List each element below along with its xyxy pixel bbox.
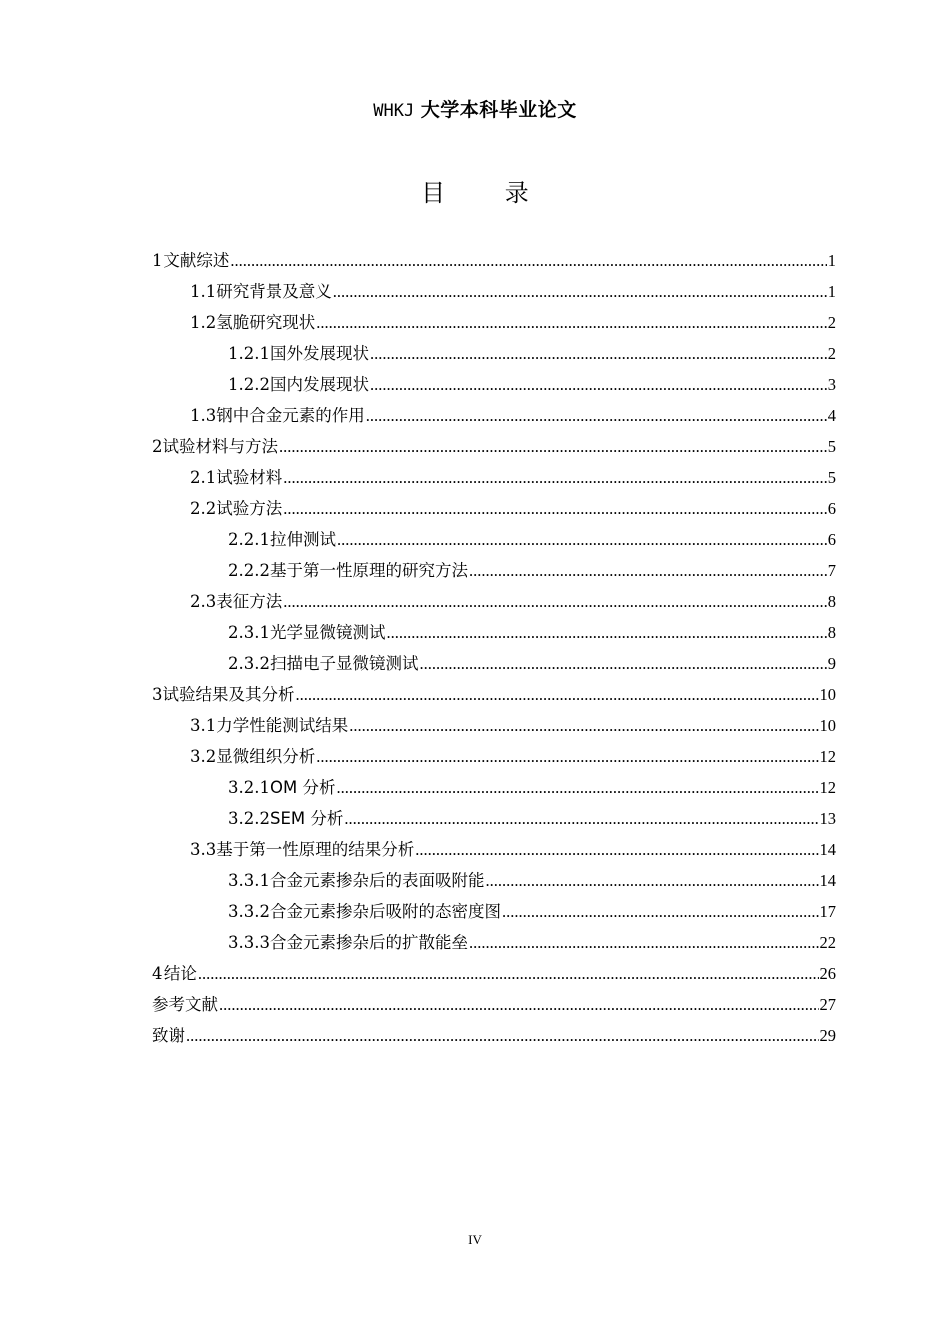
toc-leader-dots: [316, 307, 827, 338]
toc-entry[interactable]: [152, 555, 836, 586]
toc-entry-page: 5: [827, 468, 836, 487]
toc-entry-number: 2.3.2: [228, 654, 270, 673]
toc-entry-page: 29: [819, 1026, 836, 1045]
toc-entry[interactable]: [152, 741, 836, 772]
toc-entry-title: 试验方法: [216, 499, 283, 518]
toc-entry-page: 12: [819, 778, 836, 797]
toc-entry-number: 1.2.2: [228, 375, 270, 394]
toc-entry-page: 14: [819, 840, 836, 859]
toc-entry[interactable]: [152, 989, 836, 1020]
toc-entry-title: 扫描电子显微镜测试: [269, 654, 419, 673]
toc-entry[interactable]: [152, 431, 836, 462]
toc-leader-dots: [419, 648, 826, 679]
toc-entry-page: 10: [819, 685, 836, 704]
table-of-contents: [152, 245, 836, 1051]
header-cjk: 大学本科毕业论文: [420, 99, 577, 121]
toc-entry-title: 光学显微镜测试: [269, 623, 386, 642]
toc-entry-title: 国外发展现状: [269, 344, 369, 363]
toc-entry-title: 氢脆研究现状: [216, 313, 316, 332]
toc-entry-number: 1: [152, 251, 163, 270]
toc-entry-page: 8: [827, 623, 836, 642]
toc-leader-dots: [198, 958, 819, 989]
toc-entry-page: 6: [827, 530, 836, 549]
toc-entry-title: 合金元素掺杂后的扩散能垒: [269, 933, 468, 952]
toc-entry-number: 3.2: [190, 747, 217, 766]
toc-entry-title: 拉伸测试: [269, 530, 336, 549]
toc-leader-dots: [283, 586, 827, 617]
toc-entry[interactable]: [152, 400, 836, 431]
toc-entry-page: 27: [819, 995, 836, 1014]
toc-entry-title: 试验结果及其分析: [162, 685, 295, 704]
toc-entry-number: 3.2.1: [228, 778, 270, 797]
toc-entry[interactable]: [152, 896, 836, 927]
toc-entry[interactable]: [152, 834, 836, 865]
toc-entry-title: 结论: [163, 964, 197, 983]
toc-entry-number: 1.1: [190, 282, 217, 301]
toc-entry-number: 2.3: [190, 592, 217, 611]
toc-entry[interactable]: [152, 648, 836, 679]
toc-entry-number: 3.3.3: [228, 933, 270, 952]
toc-leader-dots: [337, 524, 827, 555]
toc-leader-dots: [230, 245, 826, 276]
toc-entry-title: 参考文献: [152, 995, 218, 1014]
toc-entry[interactable]: [152, 586, 836, 617]
toc-entry-page: 10: [819, 716, 836, 735]
toc-leader-dots: [485, 865, 818, 896]
toc-entry-title: 合金元素掺杂后吸附的态密度图: [269, 902, 501, 921]
toc-entry-number: 2.3.1: [228, 623, 270, 642]
toc-leader-dots: [296, 679, 819, 710]
page-number: IV: [468, 1232, 482, 1247]
toc-entry[interactable]: [152, 617, 836, 648]
toc-entry-page: 4: [827, 406, 836, 425]
toc-entry-number: 1.2: [190, 313, 217, 332]
toc-entry-page: 14: [819, 871, 836, 890]
toc-entry-page: 2: [827, 313, 836, 332]
toc-entry-number: 2.2.1: [228, 530, 270, 549]
toc-entry[interactable]: [152, 245, 836, 276]
toc-entry-page: 8: [827, 592, 836, 611]
toc-entry-title: 表征方法: [216, 592, 283, 611]
toc-entry-page: 2: [827, 344, 836, 363]
toc-leader-dots: [502, 896, 819, 927]
toc-entry[interactable]: [152, 369, 836, 400]
toc-entry-page: 1: [827, 251, 836, 270]
toc-leader-dots: [366, 400, 827, 431]
toc-entry-number: 2.2: [190, 499, 217, 518]
toc-title: 目 录: [421, 179, 555, 207]
toc-leader-dots: [336, 772, 818, 803]
toc-entry-title: 基于第一性原理的结果分析: [216, 840, 415, 859]
toc-entry-number: 4: [152, 964, 163, 983]
toc-entry-title: 合金元素掺杂后的表面吸附能: [269, 871, 485, 890]
toc-entry[interactable]: [152, 958, 836, 989]
toc-leader-dots: [469, 927, 819, 958]
toc-entry[interactable]: [152, 710, 836, 741]
toc-leader-dots: [219, 989, 819, 1020]
running-header: [0, 95, 950, 122]
toc-entry-page: 3: [827, 375, 836, 394]
toc-leader-dots: [469, 555, 827, 586]
toc-entry[interactable]: [152, 927, 836, 958]
toc-entry-title: SEM 分析: [269, 809, 344, 828]
toc-entry-title: 基于第一性原理的研究方法: [269, 561, 468, 580]
toc-entry-title: OM 分析: [269, 778, 336, 797]
toc-entry[interactable]: [152, 524, 836, 555]
toc-entry[interactable]: [152, 865, 836, 896]
toc-entry-title: 致谢: [152, 1026, 185, 1045]
toc-entry-title: 国内发展现状: [269, 375, 369, 394]
toc-entry-page: 17: [819, 902, 836, 921]
toc-entry-page: 1: [827, 282, 836, 301]
toc-leader-dots: [316, 741, 818, 772]
toc-entry-page: 6: [827, 499, 836, 518]
toc-entry[interactable]: [152, 1020, 836, 1051]
toc-leader-dots: [279, 431, 827, 462]
toc-entry[interactable]: [152, 276, 836, 307]
toc-leader-dots: [344, 803, 818, 834]
toc-entry-number: 1.2.1: [228, 344, 270, 363]
toc-entry-page: 5: [827, 437, 836, 456]
toc-entry-number: 3.3: [190, 840, 217, 859]
toc-leader-dots: [415, 834, 818, 865]
toc-entry[interactable]: [152, 493, 836, 524]
toc-entry-number: 3: [152, 685, 163, 704]
toc-entry-number: 1.3: [190, 406, 217, 425]
toc-leader-dots: [333, 276, 827, 307]
toc-entry-title: 力学性能测试结果: [216, 716, 349, 735]
toc-leader-dots: [370, 338, 827, 369]
toc-entry-page: 26: [819, 964, 836, 983]
toc-entry-title: 试验材料: [216, 468, 283, 487]
toc-leader-dots: [186, 1020, 819, 1051]
toc-entry-number: 3.1: [190, 716, 217, 735]
toc-entry[interactable]: [152, 338, 836, 369]
toc-leader-dots: [386, 617, 826, 648]
toc-entry-page: 12: [819, 747, 836, 766]
toc-entry-title: 研究背景及意义: [216, 282, 332, 301]
toc-entry[interactable]: [152, 679, 836, 710]
toc-entry-number: 2.2.2: [228, 561, 270, 580]
toc-entry[interactable]: [152, 772, 836, 803]
toc-entry-page: 7: [827, 561, 836, 580]
toc-entry[interactable]: [152, 462, 836, 493]
toc-entry-number: 2: [152, 437, 163, 456]
toc-entry-page: 9: [827, 654, 836, 673]
toc-entry-number: 3.3.2: [228, 902, 270, 921]
toc-entry-title: 文献综述: [163, 251, 230, 270]
toc-entry-page: 22: [819, 933, 836, 952]
toc-entry[interactable]: [152, 803, 836, 834]
toc-entry-number: 2.1: [190, 468, 217, 487]
toc-entry-title: 显微组织分析: [216, 747, 316, 766]
toc-leader-dots: [349, 710, 818, 741]
toc-entry-number: 3.2.2: [228, 809, 270, 828]
header-latin: WHKJ: [373, 101, 415, 121]
toc-entry-page: 13: [819, 809, 836, 828]
toc-entry[interactable]: [152, 307, 836, 338]
toc-leader-dots: [283, 462, 827, 493]
toc-entry-title: 试验材料与方法: [162, 437, 278, 456]
toc-entry-title: 钢中合金元素的作用: [216, 406, 365, 425]
toc-leader-dots: [370, 369, 827, 400]
toc-entry-number: 3.3.1: [228, 871, 270, 890]
toc-leader-dots: [283, 493, 827, 524]
